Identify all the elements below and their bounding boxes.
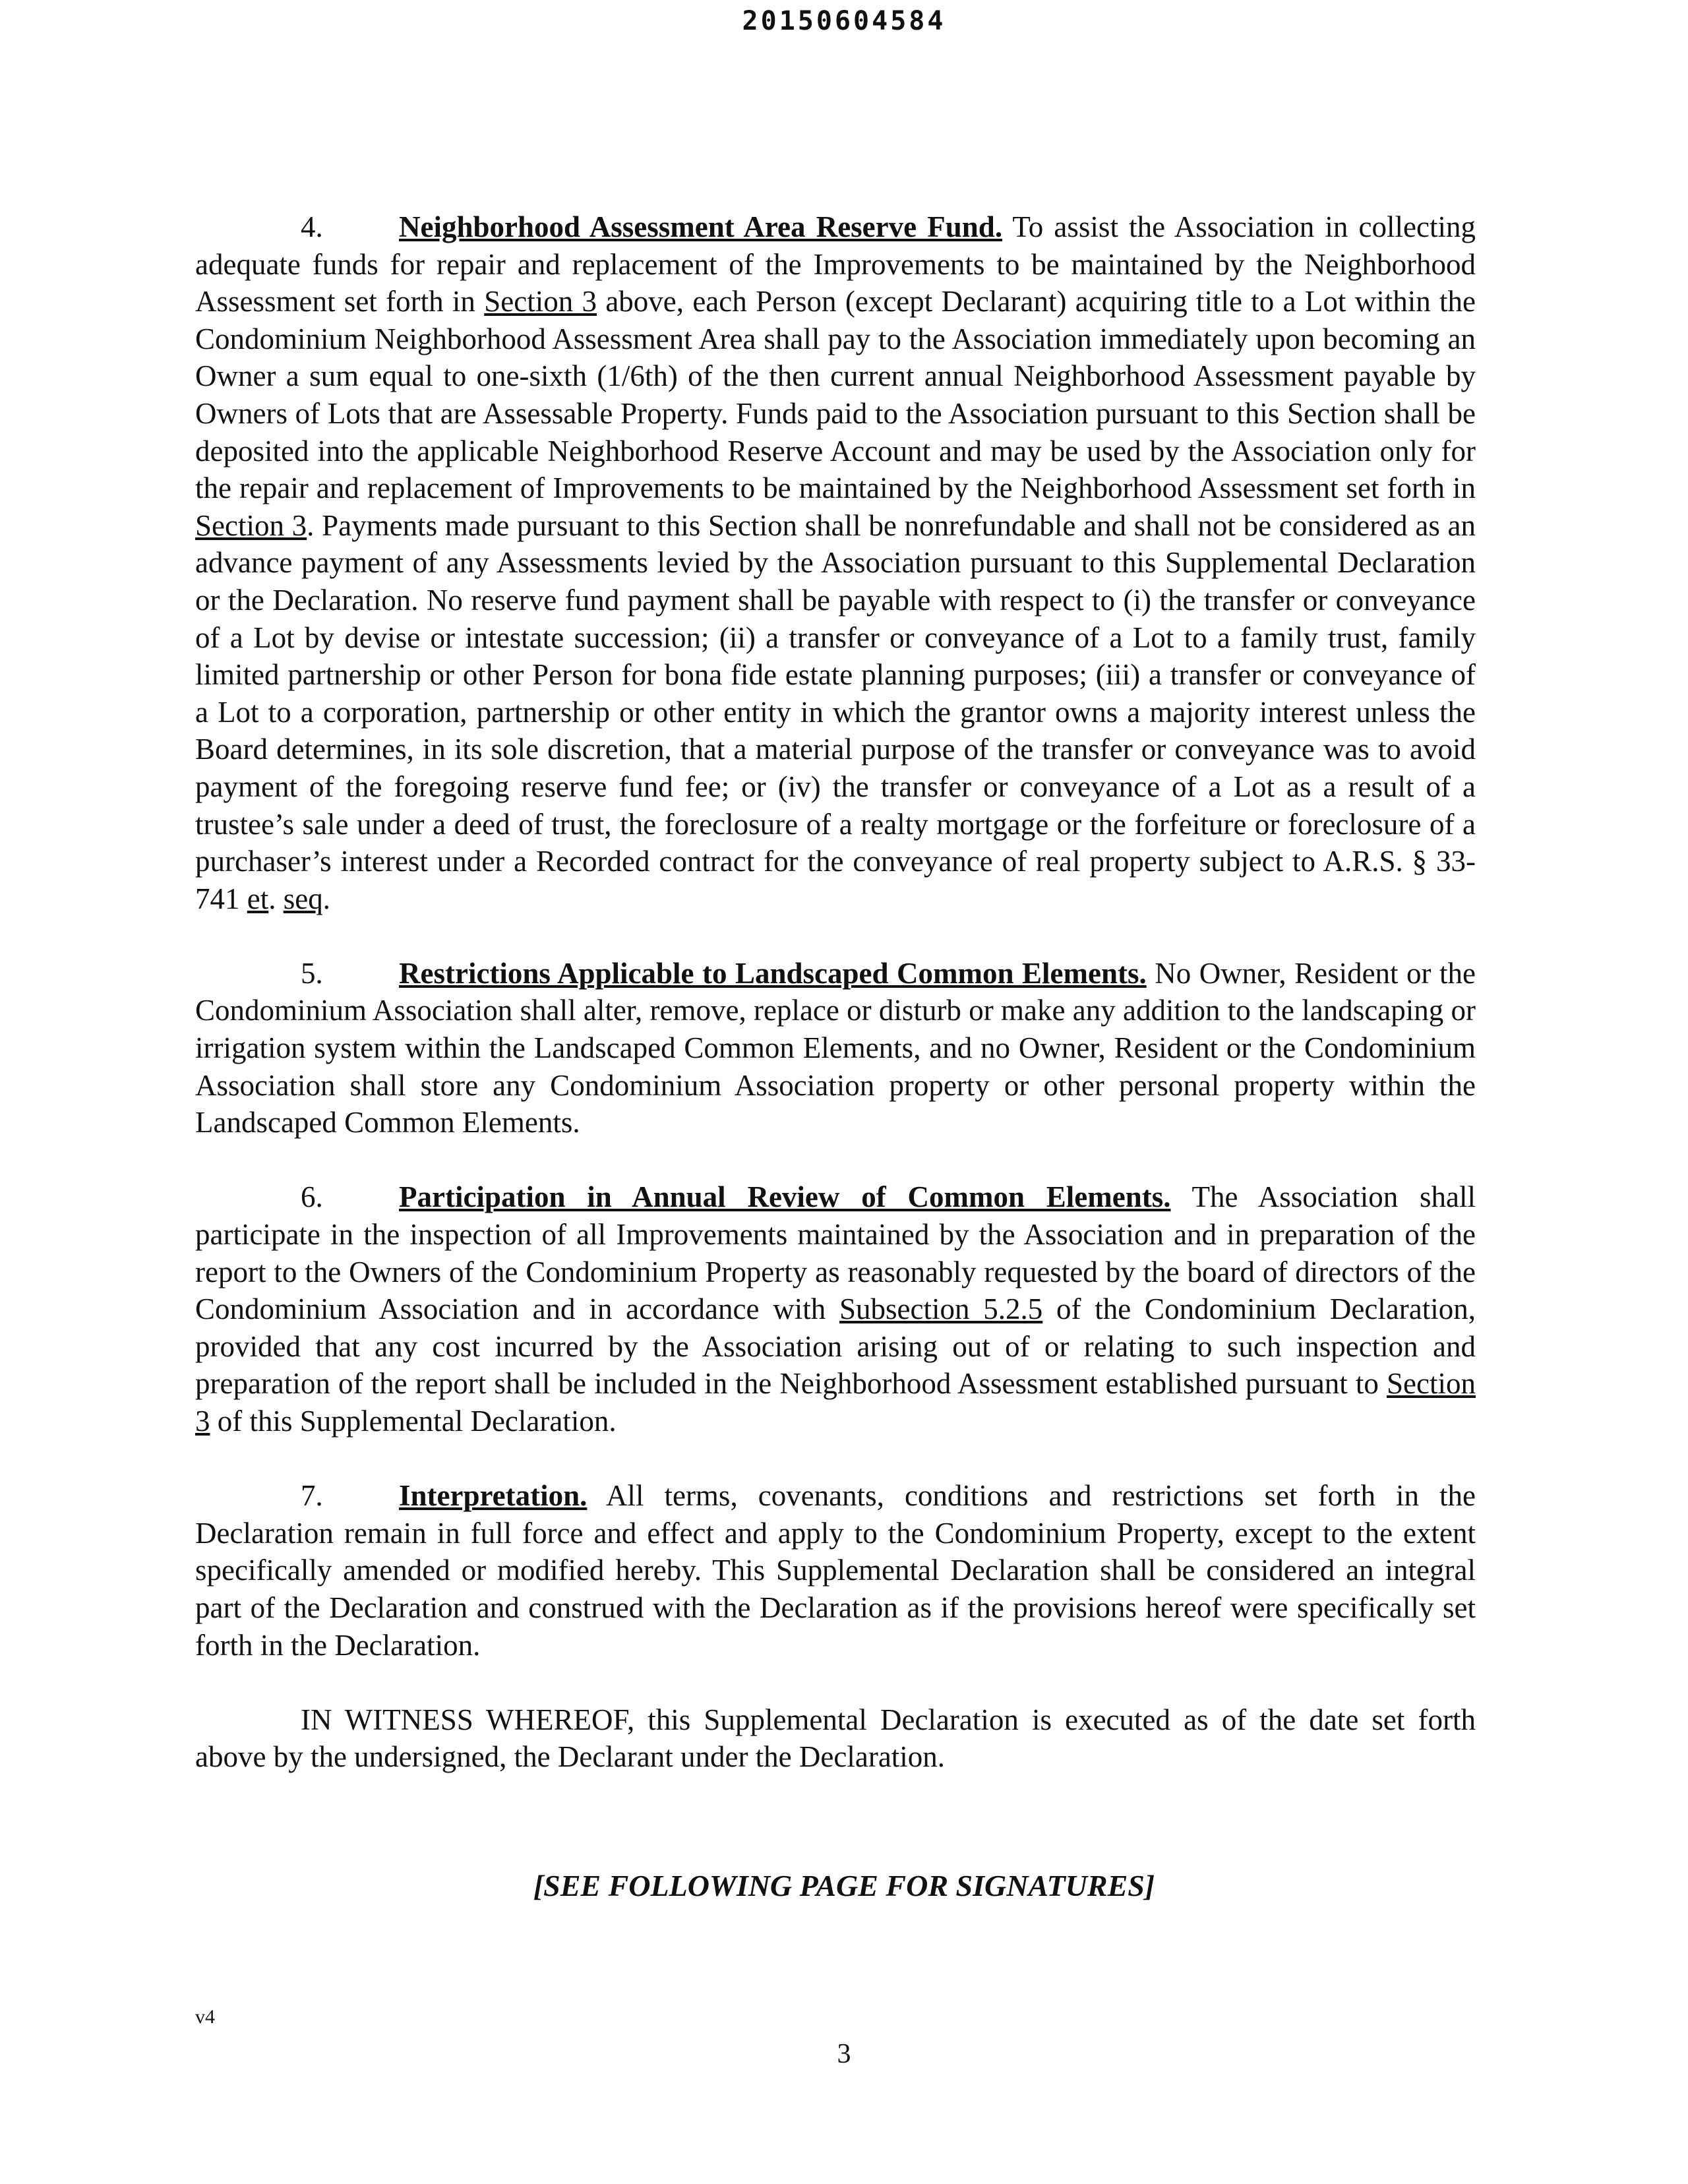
section-text: . Payments made pursuant to this Section shall be nonrefundable and shall not be considered as an advance payment of any Assessments levied by the Association pursuant to this Supplemental Declaration or the Declaration. No reserve fund payment shall be payable with respect to (i) the transfer or conveyance of a Lot by devise or intestate succession; (ii) a transfer or conveyance of a Lot to a family trust, family limited partnership or other Person for bona fide estate planning purposes; (iii) a transfer or conveyance of a Lot to a corporation, partnership or other entity in which the grantor owns a majority interest unless the Board determines, in its sole discretion, that a material purpose of the transfer or conveyance was to avoid payment of the foregoing reserve fund fee; or (iv) the transfer or conveyance of a Lot as a result of a trustee’s sale under a deed of trust, the foreclosure of a realty mortgage or the forfeiture or foreclosure of a purchaser’s interest under a Recorded contract for the conveyance of real property subject to A.R.S. § 33-741 — [195, 508, 1476, 915]
section-text: of this Supplemental Declaration. — [210, 1405, 617, 1438]
document-body — [195, 208, 1476, 1776]
section-7-paragraph — [195, 1477, 1476, 1664]
section-reference: Section 3 — [195, 1367, 1476, 1438]
section-reference: Section 3 — [484, 285, 597, 318]
section-number: 5. — [301, 956, 323, 990]
page-number: 3 — [837, 2039, 851, 2069]
section-text: . — [322, 882, 330, 915]
citation-seq: seq — [283, 882, 323, 915]
section-number: 6. — [301, 1180, 323, 1214]
section-heading: Interpretation. — [399, 1479, 588, 1513]
section-number: 7. — [301, 1479, 323, 1513]
recording-number: 20150604584 — [742, 6, 946, 36]
version-label: v4 — [195, 2006, 215, 2028]
section-heading: Restrictions Applicable to Landscaped Common Elements. — [399, 956, 1147, 990]
signature-note: [SEE FOLLOWING PAGE FOR SIGNATURES] — [533, 1869, 1155, 1902]
section-text: above, each Person (except Declarant) acquiring title to a Lot within the Condominium Neighborhood Assessment Area shall pay to the Association immediately upon becoming an Owner a sum equal to one-sixth (1/6th) of the then current annual Neighborhood Assessment payable by Owners of Lots that are Assessable Property. Funds paid to the Association pursuant to this Section shall be deposited into the applicable Neighborhood Reserve Account and may be used by the Association only for the repair and replacement of Improvements to be maintained by the Neighborhood Assessment set forth in — [195, 285, 1476, 505]
section-text: of the Condominium Declaration, provided that any cost incurred by the Association arising out of or relating to such inspection and preparation of the report shall be included in the Neighborhood Assessment established pursuant to — [195, 1292, 1476, 1401]
section-text: No Owner, Resident or the Condominium Association shall alter, remove, replace or disturb or make any addition to the landscaping or irrigation system within the Landscaped Common Elements, and no Owner, Resident or the Condominium Association shall store any Condominium Association property or other personal property within the Landscaped Common Elements. — [195, 956, 1476, 1139]
section-text: To assist the Association in collecting adequate funds for repair and replacement of the Improvements to be maintained by the Neighborhood Assessment set forth in — [195, 210, 1476, 318]
witness-paragraph: IN WITNESS WHEREOF, this Supplemental Declaration is executed as of the date set forth above by the undersigned, the Declarant under the Declaration. — [195, 1703, 1476, 1774]
section-text: The Association shall participate in the inspection of all Improvements maintained by the Association and in preparation of the report to the Owners of the Condominium Property as reasonably requested by the board of directors of the Condominium Association and in accordance with — [195, 1180, 1476, 1326]
section-5-paragraph — [195, 955, 1476, 1141]
section-number: 4. — [301, 210, 323, 243]
section-reference: Subsection 5.2.5 — [839, 1292, 1043, 1326]
section-text: . — [268, 882, 284, 915]
section-reference: Section 3 — [195, 508, 307, 542]
section-heading: Participation in Annual Review of Common Elements. — [399, 1180, 1171, 1214]
section-4-paragraph — [195, 208, 1476, 917]
section-text: All terms, covenants, conditions and restrictions set forth in the Declaration remain in full force and effect and apply to the Condominium Property, except to the extent specifically amended or modified hereby. This Supplemental Declaration shall be considered an integral part of the Declaration and construed with the Declaration as if the provisions hereof were specifically set forth in the Declaration. — [195, 1479, 1476, 1662]
section-6-paragraph — [195, 1178, 1476, 1440]
citation-et: et — [247, 882, 269, 915]
section-heading: Neighborhood Assessment Area Reserve Fund. — [399, 210, 1003, 243]
